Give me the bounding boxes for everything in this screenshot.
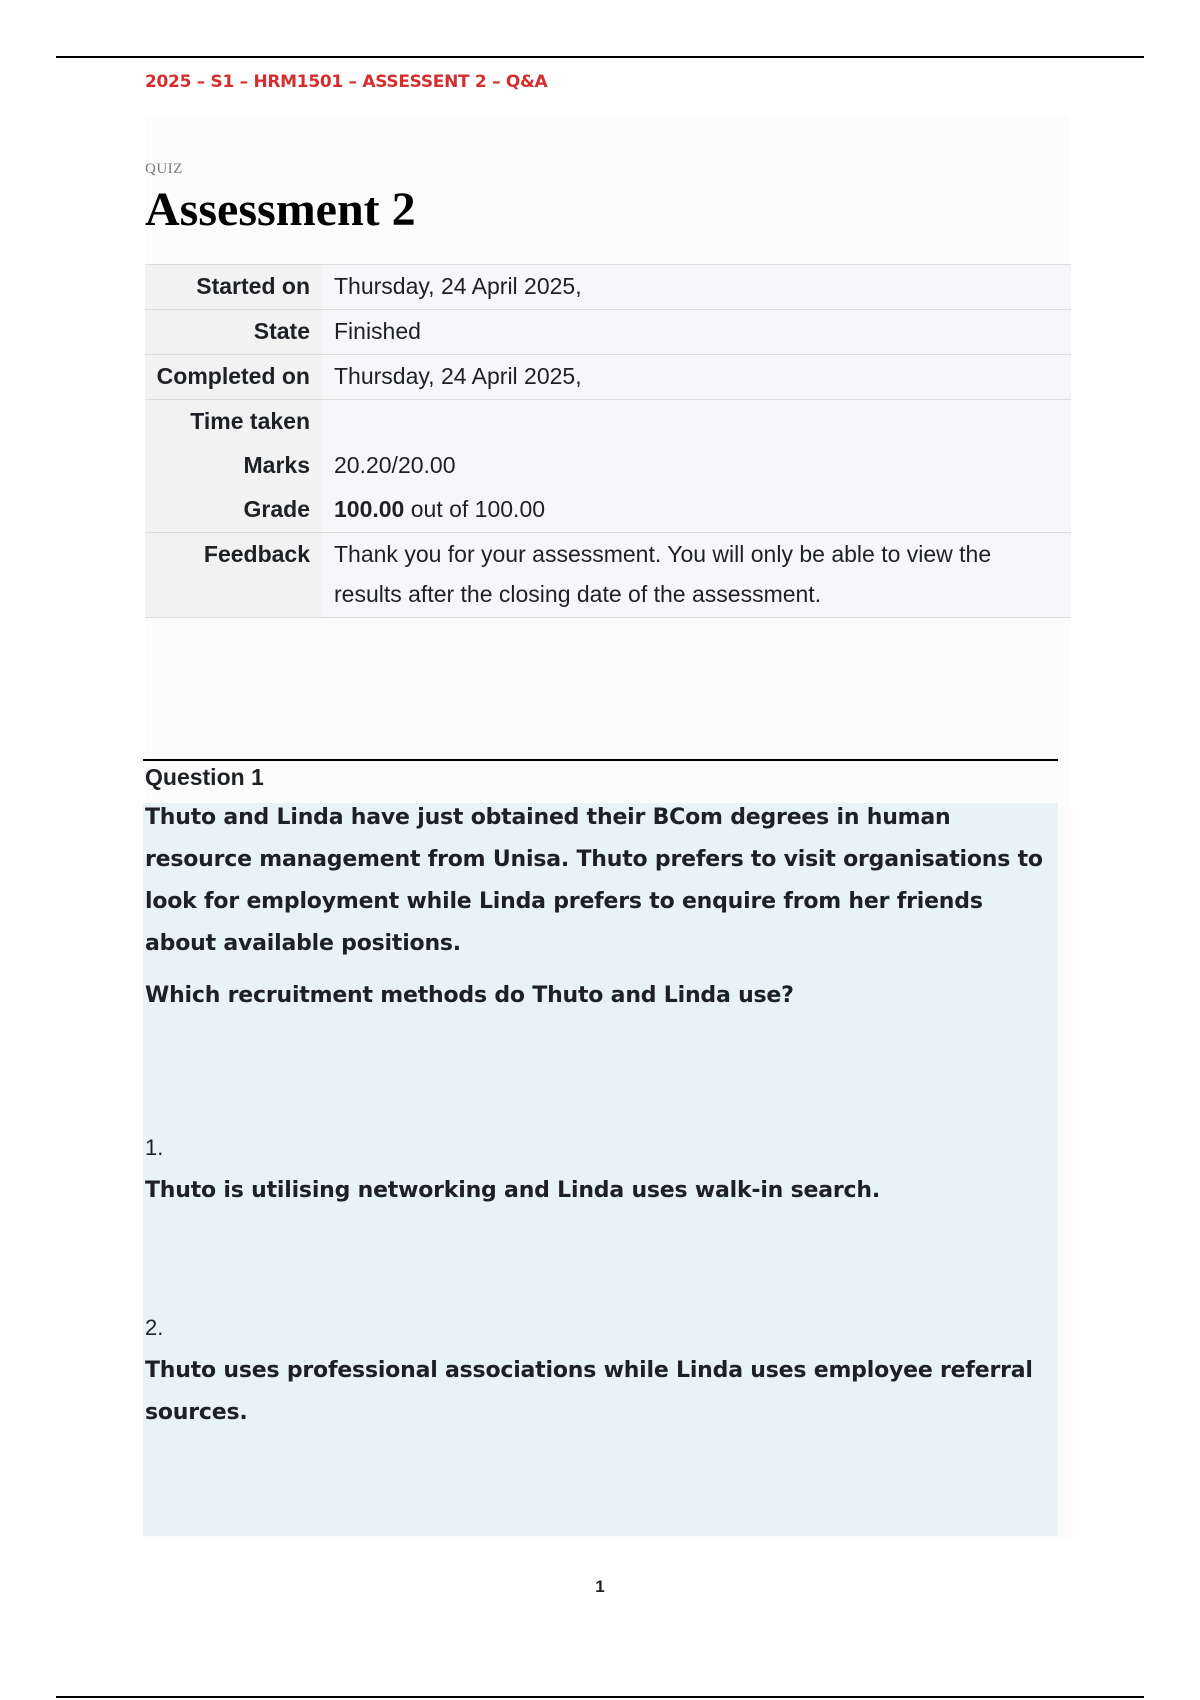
time-taken-label: Time taken: [145, 400, 322, 445]
feedback-label: Feedback: [145, 533, 322, 618]
summary-row-time-taken: [145, 400, 1071, 445]
option-1-text[interactable]: Thuto is utilising networking and Linda uses walk-in search.: [145, 1178, 880, 1203]
feedback-value: Thank you for your assessment. You will only be able to view the results after the closing date of the assessment.: [322, 533, 1071, 618]
document-header: 2025 – S1 – HRM1501 – ASSESSENT 2 – Q&A: [145, 72, 548, 92]
question-prompt: Which recruitment methods do Thuto and Linda use?: [145, 983, 794, 1008]
summary-row-state: [145, 310, 1071, 355]
top-divider: [56, 56, 1144, 58]
state-value: Finished: [322, 310, 1071, 355]
question-divider: [143, 759, 1058, 761]
page-title: Assessment 2: [145, 183, 416, 236]
question-text: Thuto and Linda have just obtained their BCom degrees in human resource management from Unisa. Thuto prefers to visit organisations to look for employment while Linda prefers to enquire from her friends about available positions.: [145, 805, 1043, 956]
marks-value: 20.20/20.00: [322, 444, 1071, 488]
state-label: State: [145, 310, 322, 355]
started-on-label: Started on: [145, 265, 322, 310]
completed-on-label: Completed on: [145, 355, 322, 400]
quiz-label: QUIZ: [145, 161, 183, 177]
started-on-value: Thursday, 24 April 2025,: [322, 265, 1071, 310]
grade-value: [322, 488, 1071, 533]
marks-label: Marks: [145, 444, 322, 488]
option-2-number: 2.: [145, 1315, 164, 1340]
grade-out-of: out of 100.00: [404, 496, 546, 522]
option-2-text[interactable]: Thuto uses professional associations while Linda uses employee referral sources.: [145, 1358, 1033, 1425]
grade-score: 100.00: [334, 496, 405, 522]
time-taken-value: [322, 400, 1071, 445]
summary-row-started-on: [145, 265, 1071, 310]
quiz-summary-table: [145, 264, 1071, 618]
page-number: 1: [595, 1577, 605, 1596]
summary-row-grade: [145, 488, 1071, 533]
option-1-number: 1.: [145, 1135, 164, 1160]
summary-row-feedback: [145, 533, 1071, 618]
summary-row-completed-on: [145, 355, 1071, 400]
grade-label: Grade: [145, 488, 322, 533]
bottom-divider: [56, 1696, 1144, 1698]
summary-row-marks: [145, 444, 1071, 488]
question-number: Question 1: [145, 764, 264, 790]
completed-on-value: Thursday, 24 April 2025,: [322, 355, 1071, 400]
